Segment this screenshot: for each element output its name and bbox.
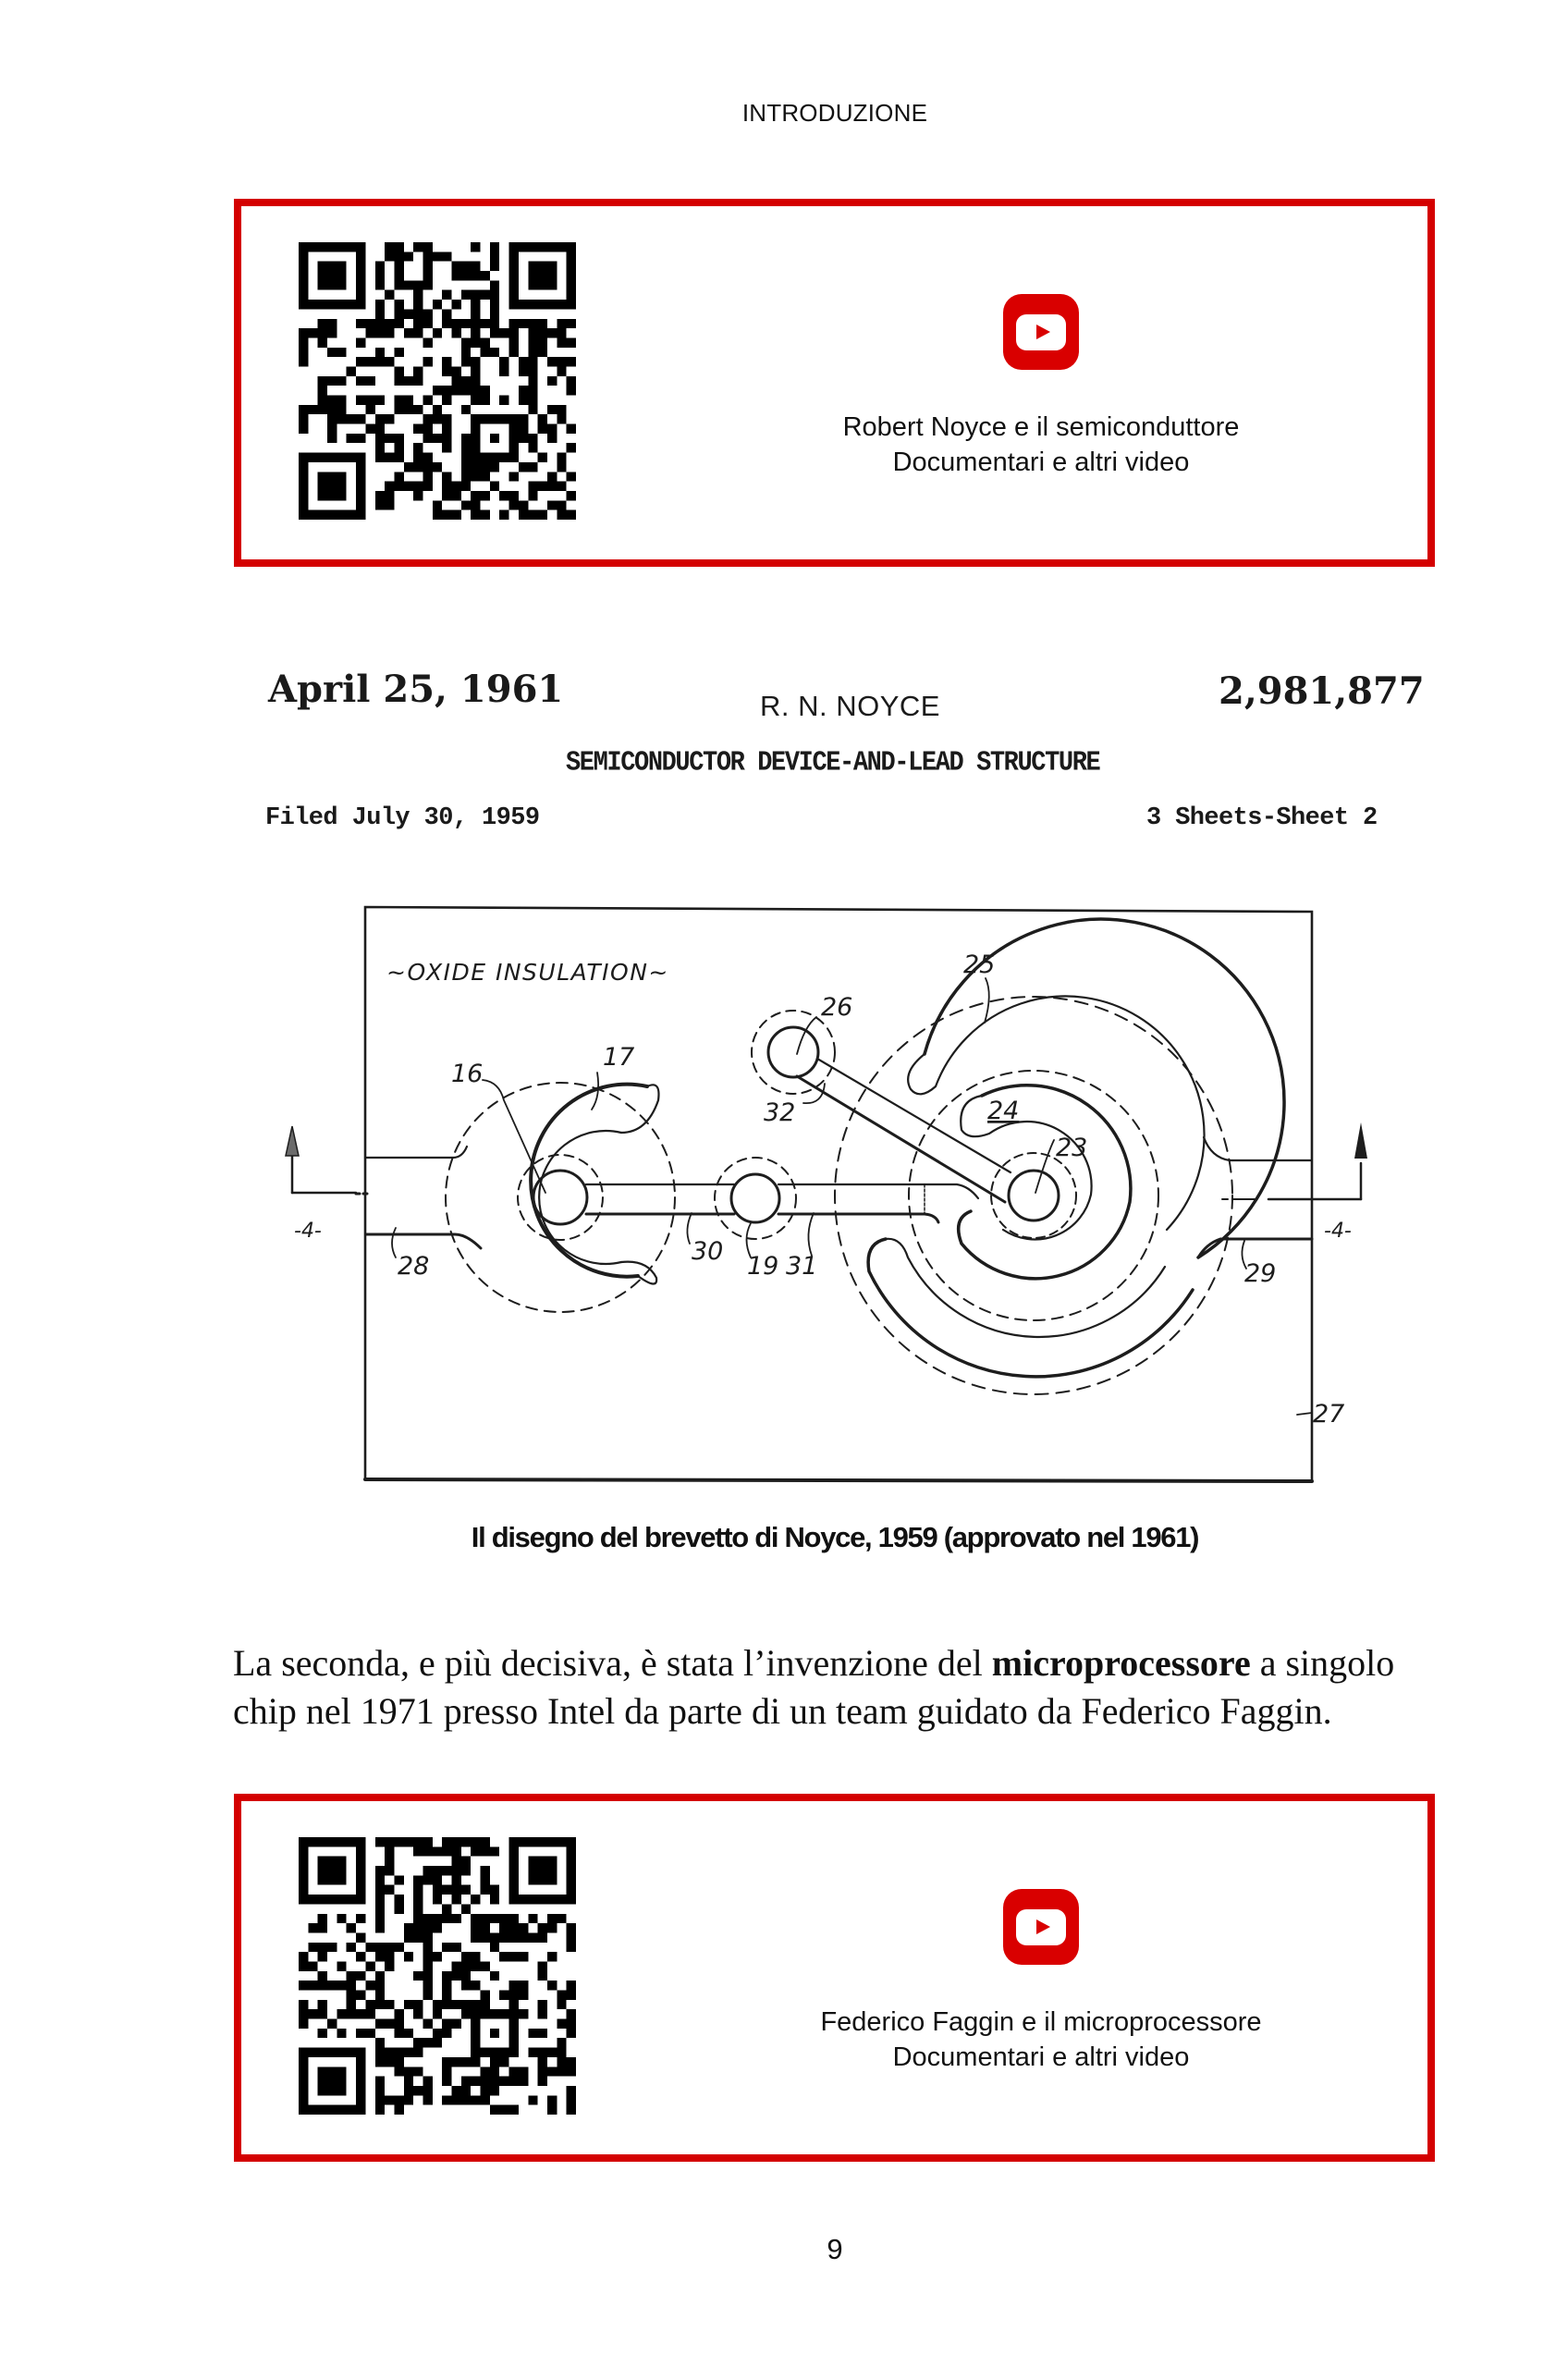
running-head: INTRODUZIONE bbox=[741, 99, 928, 127]
video-title[interactable]: Federico Faggin e il microprocessore bbox=[820, 2007, 1262, 2037]
emphasis-microprocessore: microprocessore bbox=[991, 1642, 1251, 1684]
label-section-4-left: -4- bbox=[294, 1220, 322, 1243]
drawing-frame bbox=[365, 907, 1312, 1481]
paragraph-text: La seconda, e più decisiva, è stata l’invenzione del bbox=[233, 1642, 992, 1684]
page-number: 9 bbox=[827, 2233, 843, 2265]
right-dashed-mid bbox=[909, 1071, 1158, 1320]
youtube-screen-shape bbox=[1016, 1909, 1066, 1945]
arrowhead-right-icon bbox=[1354, 1122, 1367, 1159]
pad-26-dashed bbox=[752, 1011, 835, 1094]
numeral-23: 23 bbox=[1056, 1134, 1088, 1162]
lead-32-top bbox=[817, 1059, 1011, 1172]
lead-29-bottom bbox=[1198, 1239, 1312, 1257]
patent-date: April 25, 1961 bbox=[268, 668, 564, 711]
video-subtitle: Documentari e altri video bbox=[892, 448, 1190, 477]
lead-30-31-bottom bbox=[586, 1214, 938, 1222]
patent-sheets: 3 Sheets-Sheet 2 bbox=[1146, 804, 1378, 832]
qr-code-icon[interactable] bbox=[299, 1837, 576, 2115]
video-link-box-noyce[interactable] bbox=[234, 199, 1435, 567]
body-paragraph bbox=[233, 1639, 1444, 1735]
lead-29-top bbox=[1204, 1137, 1312, 1160]
video-box-text bbox=[759, 2005, 1323, 2075]
numeral-16: 16 bbox=[451, 1060, 484, 1088]
right-dashed-inner bbox=[991, 1153, 1076, 1238]
video-title[interactable]: Robert Noyce e il semiconduttore bbox=[842, 412, 1240, 442]
lead-28-top bbox=[366, 1147, 467, 1158]
video-box-text bbox=[759, 410, 1323, 480]
numeral-24: 24 bbox=[987, 1097, 1020, 1125]
label-oxide-insulation: ~OXIDE INSULATION~ bbox=[386, 959, 669, 986]
video-link-box-faggin[interactable] bbox=[234, 1794, 1435, 2162]
numeral-29: 29 bbox=[1244, 1259, 1277, 1288]
pad-19 bbox=[731, 1174, 779, 1222]
play-triangle bbox=[1036, 1919, 1050, 1934]
paragraph-text: a singolo bbox=[1250, 1642, 1395, 1684]
left-c-inner bbox=[539, 1131, 621, 1264]
qr-code-icon[interactable] bbox=[299, 242, 576, 520]
youtube-screen-shape bbox=[1016, 314, 1066, 350]
pad-23 bbox=[1009, 1171, 1059, 1220]
pad-16 bbox=[533, 1171, 587, 1224]
youtube-play-icon[interactable] bbox=[1003, 294, 1079, 370]
right-dashed-outer bbox=[835, 997, 1232, 1394]
label-section-4-right: -4- bbox=[1324, 1220, 1352, 1243]
patent-inventor: R. N. NOYCE bbox=[760, 690, 940, 722]
numeral-27: 27 bbox=[1313, 1400, 1345, 1429]
youtube-play-icon[interactable] bbox=[1003, 1889, 1079, 1965]
numeral-19: 19 bbox=[747, 1252, 779, 1281]
lead-28-bottom bbox=[366, 1234, 481, 1248]
paragraph-line-1 bbox=[233, 1639, 1444, 1687]
numeral-17: 17 bbox=[603, 1043, 635, 1072]
left-dashed-inner bbox=[518, 1155, 603, 1240]
play-triangle bbox=[1036, 325, 1050, 339]
numeral-25: 25 bbox=[963, 950, 996, 979]
patent-filed: Filed July 30, 1959 bbox=[265, 804, 540, 832]
patent-title: SEMICONDUCTOR DEVICE-AND-LEAD STRUCTURE bbox=[566, 748, 1100, 779]
left-dashed-outer bbox=[446, 1083, 675, 1312]
lead-30-31-top bbox=[586, 1184, 978, 1198]
numeral-31: 31 bbox=[786, 1252, 818, 1281]
numeral-26: 26 bbox=[821, 993, 853, 1022]
pad-26 bbox=[768, 1027, 818, 1077]
numeral-28: 28 bbox=[398, 1252, 430, 1281]
left-c-outer bbox=[531, 1085, 647, 1277]
figure-caption: Il disegno del brevetto di Noyce, 1959 (approvato nel 1961) bbox=[471, 1521, 1199, 1553]
paragraph-line-2: chip nel 1971 presso Intel da parte di un team guidato da Federico Faggin. bbox=[233, 1690, 1332, 1732]
arrowhead-left-icon bbox=[286, 1126, 299, 1156]
lead-32-bottom bbox=[797, 1076, 1005, 1202]
numeral-30: 30 bbox=[692, 1237, 724, 1266]
right-outer-arc bbox=[925, 919, 1284, 1257]
pad-19-dashed bbox=[715, 1158, 796, 1239]
patent-number: 2,981,877 bbox=[1219, 669, 1425, 713]
numeral-32: 32 bbox=[764, 1098, 796, 1127]
video-subtitle: Documentari e altri video bbox=[892, 2042, 1190, 2072]
